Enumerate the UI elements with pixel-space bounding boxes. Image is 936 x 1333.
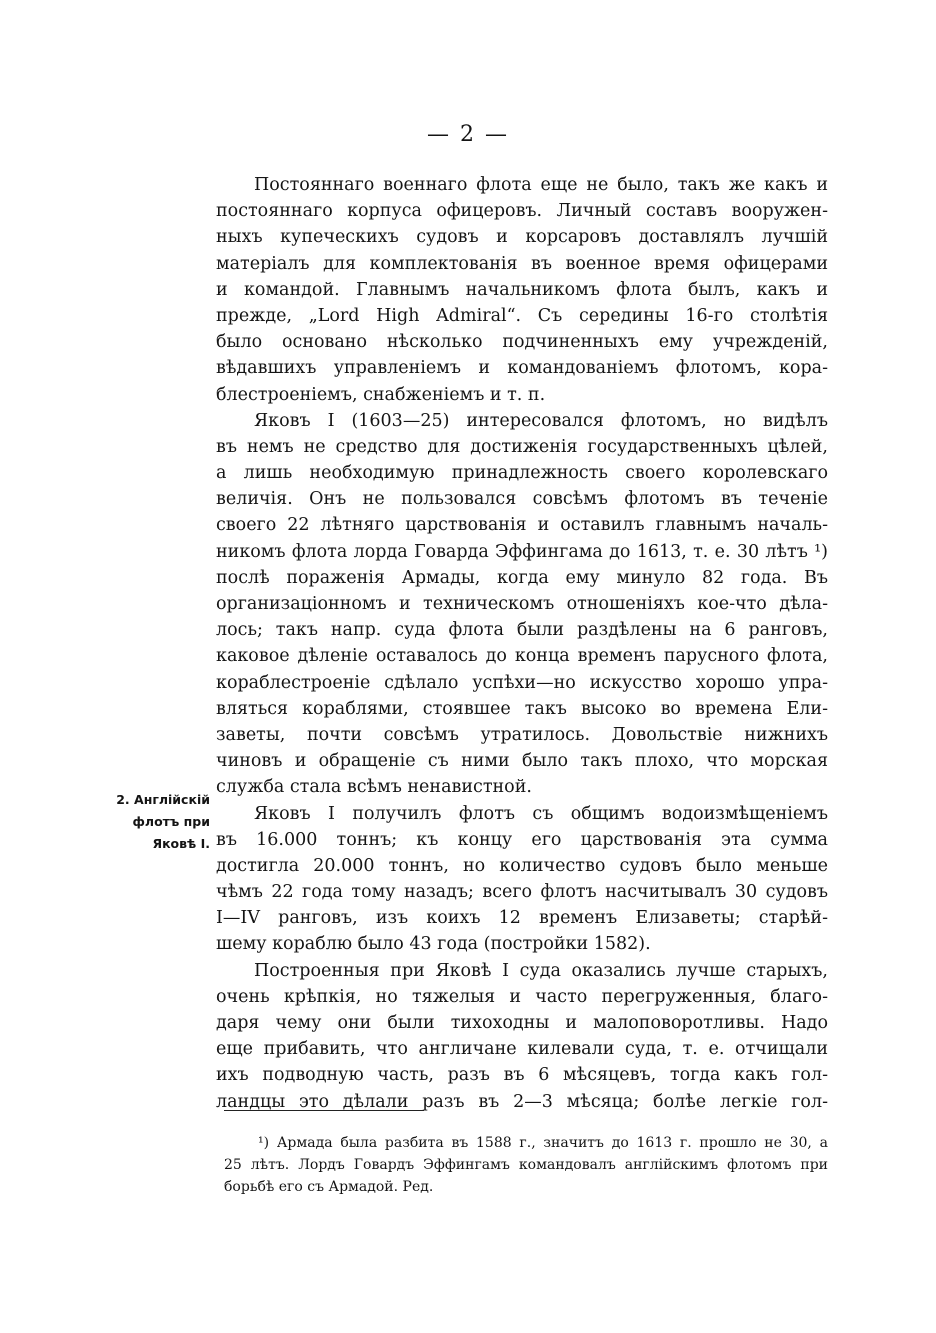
text-line: чиновъ и обращеніе съ ними было такъ плохо, что морская [216, 751, 828, 772]
text-line: своего 22 лѣтняго царствованія и оставилъ главнымъ началь- [216, 515, 828, 536]
margin-note-line: Яковѣ I. [152, 836, 210, 851]
text-line: матеріалъ для комплектованія въ военное время офицерами [216, 253, 828, 274]
text-line: очень крѣпкія, но тяжелыя и часто перегруженныя, благо- [216, 986, 828, 1007]
text-line: величія. Онъ не пользовался совсѣмъ флотомъ въ теченіе [216, 489, 828, 510]
text-line: служба стала всѣмъ ненавистной. [216, 777, 532, 798]
text-line: а лишь необходимую принадлежность своего королевскаго [216, 463, 828, 484]
text-line: постояннаго корпуса офицеровъ. Личный составъ вооружен- [216, 201, 828, 222]
text-line: ландцы это дѣлали разъ въ 2—3 мѣсяца; болѣе легкіе гол- [216, 1091, 828, 1112]
footnote [224, 1132, 828, 1198]
text-line: кораблестроеніе сдѣлало успѣхи—но искусство хорошо упра- [216, 672, 828, 693]
text-line: въ немъ не средство для достиженія государственныхъ цѣлей, [216, 436, 828, 457]
text-line: каковое дѣленіе оставалось до конца временъ парусного флота, [216, 646, 828, 667]
text-line: шему кораблю было 43 года (постройки 1582). [216, 934, 651, 955]
text-line: никомъ флота лорда Говарда Эффингама до 1613, т. е. 30 лѣтъ ¹) [216, 541, 828, 562]
margin-note [92, 789, 210, 855]
page-number: — 2 — [427, 122, 509, 147]
footnote-divider [224, 1110, 424, 1111]
text-line: заветы, почти совсѣмъ утратилось. Довольствіе нижнихъ [216, 724, 828, 745]
footnote-line: борьбѣ его съ Армадой. Ред. [224, 1179, 434, 1195]
text-line: прежде, „Lord High Admiral“. Съ середины 16-го столѣтія [216, 305, 828, 326]
body-text [216, 172, 828, 1115]
footnote-line: ¹) Армада была разбита въ 1588 г., значитъ до 1613 г. прошло не 30, а [258, 1135, 828, 1151]
text-line: вѣдавшихъ управленіемъ и командованіемъ флотомъ, кора- [216, 358, 828, 379]
text-line: было основано нѣсколько подчиненныхъ ему учрежденій, [216, 332, 828, 353]
text-line: даря чему они были тихоходны и малоповоротливы. Надо [216, 1013, 828, 1033]
paragraph [216, 172, 828, 408]
text-line: чѣмъ 22 года тому назадъ; всего флотъ насчитывалъ 30 судовъ [216, 882, 828, 903]
paragraph [216, 408, 828, 801]
text-line: Постояннаго военнаго флота еще не было, такъ же какъ и [254, 175, 828, 195]
text-line: и командой. Главнымъ начальникомъ флота былъ, какъ и [216, 279, 828, 300]
text-line: вляться кораблями, стоявшее такъ высоко во времена Ели- [216, 698, 828, 719]
text-line: Построенныя при Яковѣ I суда оказались лучше старыхъ, [254, 960, 828, 981]
text-line: I—IV ранговъ, изъ коихъ 12 временъ Елизаветы; старѣй- [216, 908, 828, 929]
text-line: въ 16.000 тоннъ; къ концу его царствованія эта сумма [216, 829, 828, 850]
text-line: ихъ подводную часть, разъ въ 6 мѣсяцевъ, тогда какъ гол- [216, 1065, 828, 1086]
text-line: Яковъ I (1603—25) интересовался флотомъ, но видѣлъ [254, 410, 828, 431]
margin-note-line: 2. Англійскій [116, 792, 210, 807]
text-line: достигла 20.000 тоннъ, но количество судовъ было меньше [216, 855, 828, 876]
text-line: Яковъ I получилъ флотъ съ общимъ водоизмѣщеніемъ [254, 803, 828, 824]
text-line: еще прибавить, что англичане килевали суда, т. е. отчищали [216, 1039, 828, 1060]
text-line: лось; такъ напр. суда флота были раздѣлены на 6 ранговъ, [216, 620, 828, 641]
paragraph [216, 801, 828, 958]
margin-note-line: флотъ при [132, 814, 210, 829]
text-line: послѣ пораженія Армады, когда ему минуло 82 года. Въ [216, 567, 828, 588]
text-line: организаціонномъ и техническомъ отношеніяхъ кое-что дѣла- [216, 594, 828, 614]
footnote-line: 25 лѣтъ. Лордъ Говардъ Эффингамъ командовалъ англійскимъ флотомъ при [224, 1157, 828, 1173]
text-line: блестроеніемъ, снабженіемъ и т. п. [216, 384, 546, 405]
paragraph [216, 958, 828, 1115]
text-line: ныхъ купеческихъ судовъ и корсаровъ доставлялъ лучшій [216, 227, 828, 248]
